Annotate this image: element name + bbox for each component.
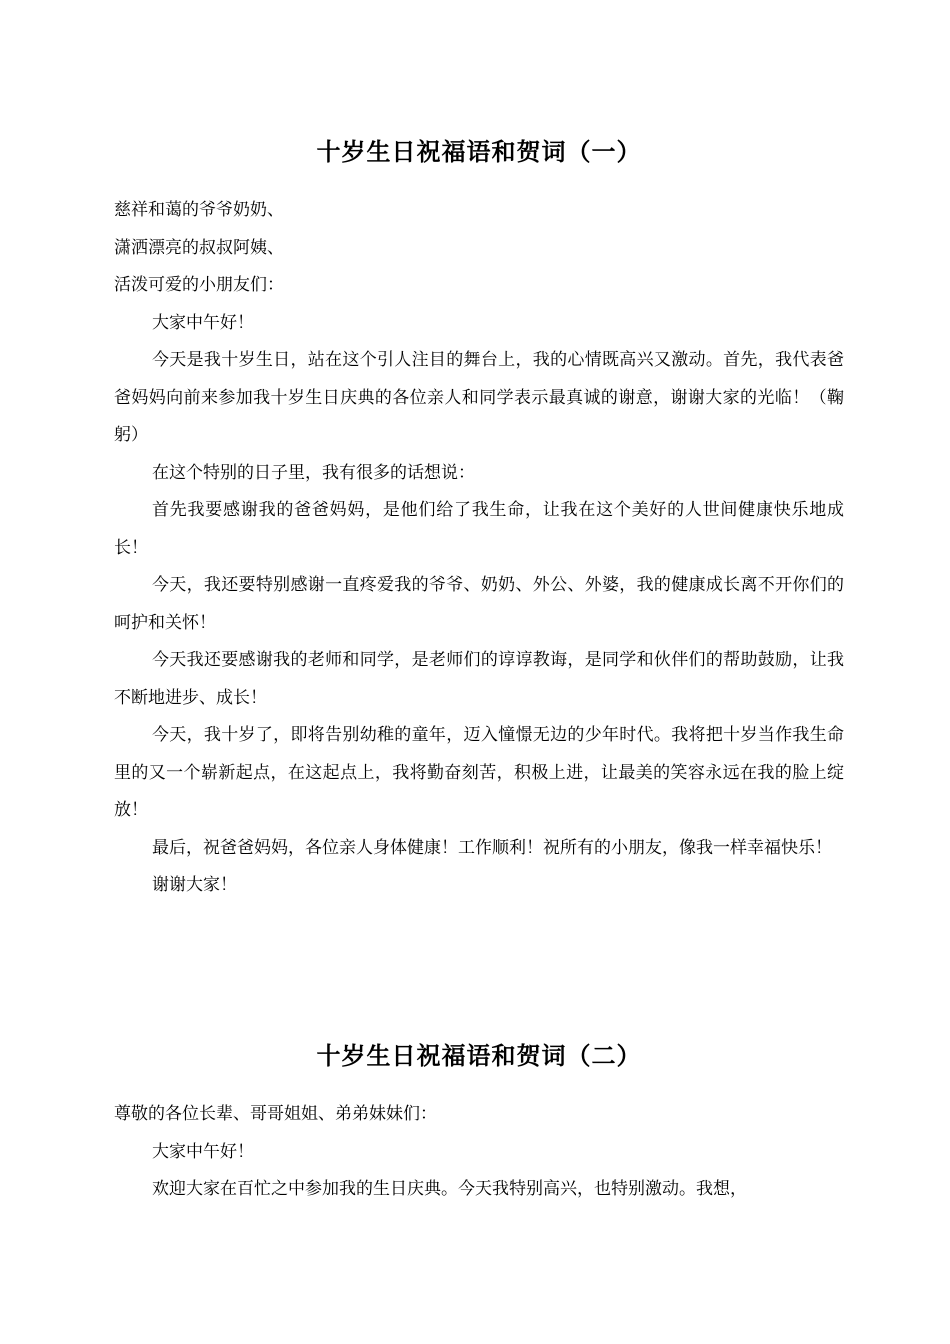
paragraph: 大家中午好！ [152,1141,254,1162]
greeting-line: 潇洒漂亮的叔叔阿姨、 [114,237,284,258]
speech-section-1 [114,128,844,905]
greeting-line: 慈祥和蔼的爷爷奶奶、 [114,200,284,220]
paragraph: 在这个特别的日子里，我有很多的话想说： [152,462,475,483]
paragraph: 今天是我十岁生日，站在这个引人注目的舞台上，我的心情既高兴又激动。首先，我代表爸爸妈妈向前来参加我十岁生日庆典的各位亲人和同学表示最真诚的谢意，谢谢大家的光临！（鞠躬） [114,350,844,445]
greeting-line: 尊敬的各位长辈、哥哥姐姐、弟弟妹妹们： [114,1104,437,1124]
paragraph: 首先我要感谢我的爸爸妈妈，是他们给了我生命，让我在这个美好的人世间健康快乐地成长！ [114,500,844,558]
speech-section-2 [114,1032,844,1209]
paragraph: 最后，祝爸爸妈妈，各位亲人身体健康！工作顺利！祝所有的小朋友，像我一样幸福快乐！ [152,837,832,858]
paragraph: 今天，我十岁了，即将告别幼稚的童年，迈入憧憬无边的少年时代。我将把十岁当作我生命里的又一个崭新起点，在这起点上，我将勤奋刻苦，积极上进，让最美的笑容永远在我的脸上绽放！ [114,725,844,820]
greeting-line: 活泼可爱的小朋友们： [114,275,284,295]
section-title: 十岁生日祝福语和贺词（一） [316,137,642,166]
paragraph: 今天，我还要特别感谢一直疼爱我的爷爷、奶奶、外公、外婆，我的健康成长离不开你们的呵护和关怀！ [114,575,844,633]
paragraph: 今天我还要感谢我的老师和同学，是老师们的谆谆教诲，是同学和伙伴们的帮助鼓励，让我不断地进步、成长！ [114,650,844,708]
section-title: 十岁生日祝福语和贺词（二） [316,1041,642,1070]
paragraph: 大家中午好！ [152,312,254,333]
paragraph: 欢迎大家在百忙之中参加我的生日庆典。今天我特别高兴，也特别激动。我想， [152,1179,747,1199]
paragraph: 谢谢大家！ [152,875,237,895]
